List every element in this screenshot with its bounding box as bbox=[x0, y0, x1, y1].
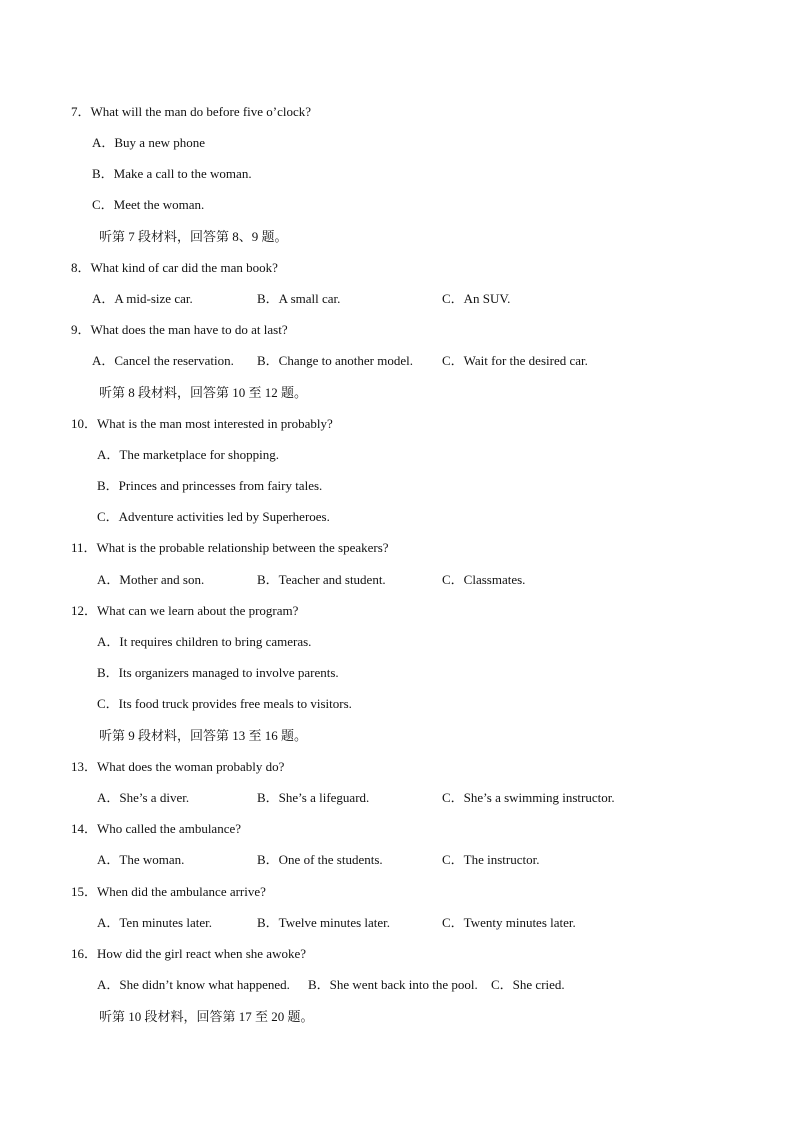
option-a: A．Mother and son. bbox=[97, 572, 205, 587]
option-a: A．Cancel the reservation. bbox=[92, 353, 234, 368]
option-b: B．One of the students. bbox=[257, 852, 383, 867]
option-c: C．Meet the woman. bbox=[92, 197, 205, 212]
option-b: B．She’s a lifeguard. bbox=[257, 790, 370, 805]
option-a: A．A mid-size car. bbox=[92, 291, 193, 306]
question-stem: 7．What will the man do before five o’clock? bbox=[71, 104, 312, 119]
section-instruction: 听第 9 段材料，回答第 13 至 16 题。 bbox=[99, 728, 308, 743]
question-stem: 8．What kind of car did the man book? bbox=[71, 260, 278, 275]
option-a: A．She didn’t know what happened. bbox=[97, 977, 290, 992]
option-c: C．Twenty minutes later. bbox=[442, 915, 576, 930]
section-instruction: 听第 10 段材料，回答第 17 至 20 题。 bbox=[99, 1009, 314, 1024]
option-c: C．Its food truck provides free meals to visitors. bbox=[97, 696, 352, 711]
option-b: B．Twelve minutes later. bbox=[257, 915, 391, 930]
option-b: B．Princes and princesses from fairy tales. bbox=[97, 478, 323, 493]
option-a: A．It requires children to bring cameras. bbox=[97, 634, 312, 649]
option-b: B．Change to another model. bbox=[257, 353, 413, 368]
section-instruction: 听第 8 段材料，回答第 10 至 12 题。 bbox=[99, 385, 308, 400]
question-stem: 13．What does the woman probably do? bbox=[71, 759, 285, 774]
question-stem: 9．What does the man have to do at last? bbox=[71, 322, 288, 337]
option-c: C．The instructor. bbox=[442, 852, 540, 867]
question-stem: 10．What is the man most interested in probably? bbox=[71, 416, 333, 431]
option-c: C．She cried. bbox=[491, 977, 565, 992]
option-a: A．The woman. bbox=[97, 852, 185, 867]
option-a: A．Ten minutes later. bbox=[97, 915, 212, 930]
option-b: B．She went back into the pool. bbox=[308, 977, 478, 992]
option-c: C．Adventure activities led by Superheroes. bbox=[97, 509, 330, 524]
question-stem: 14．Who called the ambulance? bbox=[71, 821, 242, 836]
option-b: B．Its organizers managed to involve parents. bbox=[97, 665, 339, 680]
option-c: C．She’s a swimming instructor. bbox=[442, 790, 615, 805]
option-b: B．A small car. bbox=[257, 291, 341, 306]
question-stem: 16．How did the girl react when she awoke? bbox=[71, 946, 307, 961]
option-a: A．She’s a diver. bbox=[97, 790, 190, 805]
option-c: C．An SUV. bbox=[442, 291, 511, 306]
section-instruction: 听第 7 段材料，回答第 8、9 题。 bbox=[99, 229, 288, 244]
question-stem: 12．What can we learn about the program? bbox=[71, 603, 299, 618]
question-stem: 15．When did the ambulance arrive? bbox=[71, 884, 266, 899]
option-a: A．Buy a new phone bbox=[92, 135, 206, 150]
option-a: A．The marketplace for shopping. bbox=[97, 447, 279, 462]
question-stem: 11．What is the probable relationship between the speakers? bbox=[71, 540, 389, 555]
option-c: C．Wait for the desired car. bbox=[442, 353, 588, 368]
option-b: B．Make a call to the woman. bbox=[92, 166, 252, 181]
option-b: B．Teacher and student. bbox=[257, 572, 386, 587]
option-c: C．Classmates. bbox=[442, 572, 526, 587]
